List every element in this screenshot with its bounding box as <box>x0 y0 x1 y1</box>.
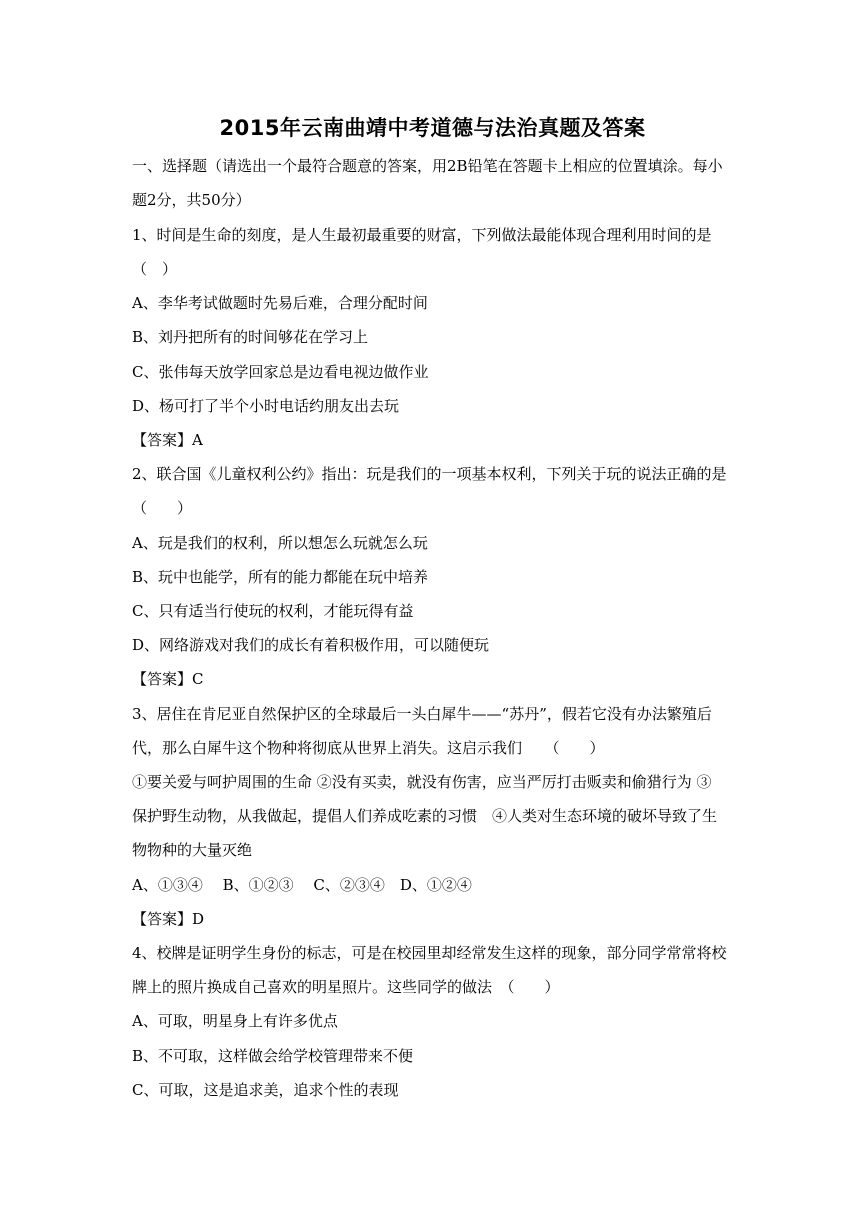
question-2-option-c: C、只有适当行使玩的权利，才能玩得有益 <box>132 602 414 620</box>
question-2-answer: 【答案】C <box>132 670 204 688</box>
question-2-blank: （ ） <box>132 499 193 517</box>
question-1-option-c: C、张伟每天放学回家总是边看电视边做作业 <box>132 363 429 381</box>
question-1-answer: 【答案】A <box>132 431 203 449</box>
question-4-option-c: C、可取，这是追求美，追求个性的表现 <box>132 1081 399 1099</box>
question-1-option-b: B、刘丹把所有的时间够花在学习上 <box>132 328 369 346</box>
question-3-statements-line-1: ①要关爱与呵护周围的生命 ②没有买卖，就没有伤害，应当严厉打击贩卖和偷猎行为 ③ <box>132 773 712 791</box>
question-4-stem-line-2: 牌上的照片换成自己喜欢的明星照片。这些同学的做法 （ ） <box>132 978 560 996</box>
question-3-options: A、①③④ B、①②③ C、②③④ D、①②④ <box>132 876 472 894</box>
question-3-answer: 【答案】D <box>132 910 205 928</box>
question-3-statements-line-2: 保护野生动物，从我做起，提倡人们养成吃素的习惯 ④人类对生态环境的破坏导致了生 <box>132 807 718 825</box>
question-2-stem: 2、联合国《儿童权利公约》指出：玩是我们的一项基本权利，下列关于玩的说法正确的是 <box>132 465 727 483</box>
question-1-blank: （ ） <box>132 260 178 278</box>
question-1-option-a: A、李华考试做题时先易后难，合理分配时间 <box>132 294 428 312</box>
question-3-statements-line-3: 物物种的大量灭绝 <box>132 841 253 859</box>
section-instructions-line-2: 题2分，共50分） <box>132 191 251 209</box>
question-3-stem-line-1: 3、居住在肯尼亚自然保护区的全球最后一头白犀牛——“苏丹”，假若它没有办法繁殖后 <box>132 705 712 723</box>
section-instructions-line-1: 一、选择题（请选出一个最符合题意的答案，用2B铅笔在答题卡上相应的位置填涂。每小 <box>132 157 723 175</box>
question-2-option-d: D、网络游戏对我们的成长有着积极作用，可以随便玩 <box>132 636 490 654</box>
question-1-stem: 1、时间是生命的刻度，是人生最初最重要的财富，下列做法最能体现合理利用时间的是 <box>132 226 712 244</box>
question-2-option-a: A、玩是我们的权利，所以想怎么玩就怎么玩 <box>132 534 428 552</box>
question-3-stem-line-2: 代，那么白犀牛这个物种将彻底从世界上消失。这启示我们 （ ） <box>132 739 605 757</box>
question-1-option-d: D、杨可打了半个小时电话约朋友出去玩 <box>132 397 400 415</box>
question-2-option-b: B、玩中也能学，所有的能力都能在玩中培养 <box>132 568 429 586</box>
question-4-option-a: A、可取，明星身上有许多优点 <box>132 1012 338 1030</box>
question-4-option-b: B、不可取，这样做会给学校管理带来不便 <box>132 1047 414 1065</box>
question-4-stem-line-1: 4、校牌是证明学生身份的标志，可是在校园里却经常发生这样的现象，部分同学常常将校 <box>132 944 727 962</box>
document-title: 2015年云南曲靖中考道德与法治真题及答案 <box>219 116 646 140</box>
